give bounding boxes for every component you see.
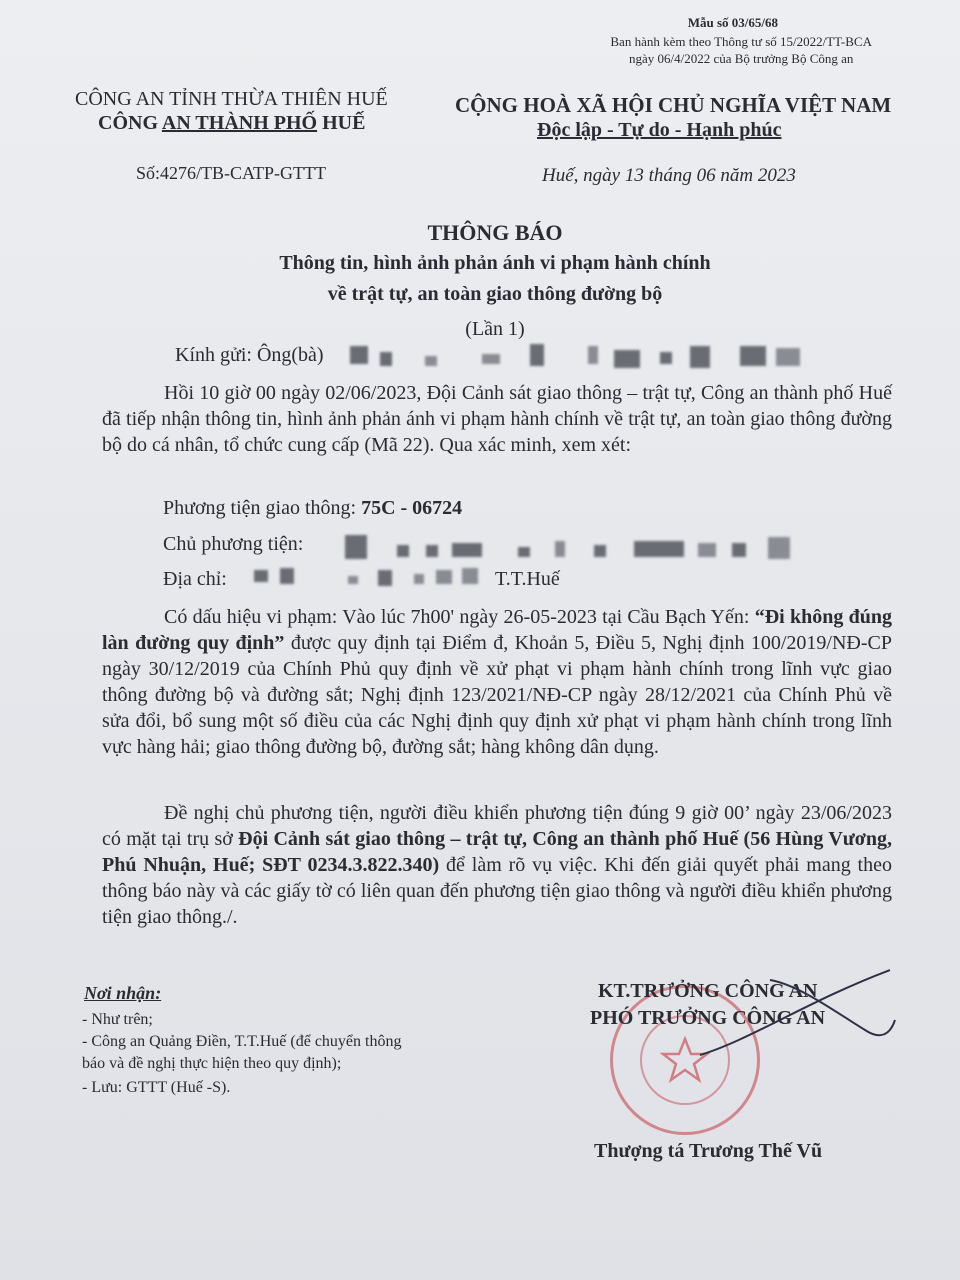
greeting: Kính gửi: Ông(bà) — [175, 344, 324, 366]
agency-name-prefix: CÔNG — [98, 112, 162, 134]
redacted-recipient-name — [588, 346, 598, 364]
recipient-item: - Công an Quảng Điền, T.T.Huế (để chuyển thông — [82, 1033, 402, 1050]
paragraph-request — [102, 800, 892, 930]
redacted-address — [378, 570, 392, 586]
redacted-owner-name — [397, 545, 409, 557]
document-subtitle-line2: về trật tự, an toàn giao thông đường bộ — [327, 283, 663, 305]
signer-name: Thượng tá Trương Thế Vũ — [594, 1140, 823, 1162]
nation-motto: Độc lập - Tự do - Hạnh phúc — [537, 119, 782, 141]
paragraph-received-info: Hồi 10 giờ 00 ngày 02/06/2023, Đội Cảnh sát giao thông – trật tự, Công an thành phố Huế đã tiếp nhận thông tin, hình ảnh phản ánh vi phạm hành chính về trật tự, an toàn giao thông đường bộ do cá nhân, tổ chức cung cấp (Mã 22). Qua xác minh, xem xét: — [102, 382, 892, 456]
redacted-owner-name — [452, 543, 482, 557]
form-issued-line2: ngày 06/4/2022 của Bộ trưởng Bộ Công an — [628, 51, 854, 66]
violation-legal-basis: được quy định tại Điểm đ, Khoản 5, Điều 5, Nghị định 100/2019/NĐ-CP ngày 30/12/2019 của Chính Phủ quy định về xử phạt vi phạm hành chính trong lĩnh vực giao thông đường bộ và đường sắt; Nghị định 123/2021/NĐ-CP ngày 28/12/2021 của Chính Phủ về sửa đổi, bổ sung một số điều của các Nghị định quy định xử phạt vi phạm hành chính trong lĩnh vực hàng hải; giao thông đường bộ, đường sắt; hàng không dân dụng. — [102, 632, 892, 758]
redacted-address — [280, 568, 294, 584]
violation-lead: Có dấu hiệu vi phạm: Vào lúc 7h00' ngày 26-05-2023 tại Cầu Bạch Yến: — [164, 606, 755, 628]
redacted-address — [254, 570, 268, 582]
agency-name-suffix: HUẾ — [317, 112, 366, 134]
redacted-address — [436, 570, 452, 584]
agency-name-underlined: AN THÀNH PHỐ — [161, 112, 318, 134]
handwritten-signature — [690, 960, 930, 1080]
recipients-title: Nơi nhận: — [84, 983, 162, 1003]
vehicle-field — [163, 497, 462, 520]
document-title: THÔNG BÁO — [427, 220, 563, 245]
redacted-owner-name — [698, 543, 716, 557]
form-code: Mẫu số 03/65/68 — [687, 15, 778, 30]
redacted-owner-name — [594, 545, 606, 557]
redacted-recipient-name — [614, 350, 640, 368]
violation-name: “Đi không đúng làn đường quy định” — [102, 606, 892, 654]
redacted-recipient-name — [690, 346, 710, 368]
redacted-recipient-name — [660, 352, 672, 364]
redacted-owner-name — [555, 541, 565, 557]
form-issued-with — [610, 33, 872, 67]
redacted-recipient-name — [350, 346, 368, 364]
address-label: Địa chỉ: — [163, 568, 227, 590]
signature-role-line2: PHÓ TRƯỞNG CÔNG AN — [590, 1007, 826, 1029]
vehicle-label: Phương tiện giao thông: — [163, 497, 362, 519]
redacted-recipient-name — [482, 354, 500, 364]
redacted-owner-name — [634, 541, 684, 557]
place-date: Huế, ngày 13 tháng 06 năm 2023 — [542, 165, 796, 186]
agency-name — [98, 112, 365, 135]
redacted-owner-name — [345, 535, 367, 559]
redacted-recipient-name — [425, 356, 437, 366]
document-number: Số:4276/TB-CATP-GTTT — [136, 163, 327, 183]
redacted-recipient-name — [776, 348, 800, 366]
form-issued-line1: Ban hành kèm theo Thông tư số 15/2022/TT-BCA — [610, 34, 872, 49]
recipient-item-continued: báo và đề nghị thực hiện theo quy định); — [82, 1055, 342, 1072]
redacted-owner-name — [768, 537, 790, 559]
request-office: Đội Cảnh sát giao thông – trật tự, Công an thành phố Huế (56 Hùng Vương, Phú Nhuận, Huế; SĐT 0234.3.822.340) — [102, 828, 892, 876]
redacted-address — [348, 576, 358, 584]
request-rest: để làm rõ vụ việc. Khi đến giải quyết phải mang theo thông báo này và các giấy tờ có liên quan đến phương tiện giao thông và người điều khiển phương tiện giao thông./. — [102, 854, 892, 928]
signature-role-line1: KT.TRƯỞNG CÔNG AN — [598, 980, 818, 1002]
redacted-address — [414, 574, 424, 584]
redacted-owner-name — [426, 545, 438, 557]
issue-count: (Lần 1) — [465, 318, 525, 340]
redacted-owner-name — [518, 547, 530, 557]
redacted-recipient-name — [380, 352, 392, 366]
recipient-item: - Lưu: GTTT (Huế -S). — [82, 1079, 231, 1096]
redacted-owner-name — [732, 543, 746, 557]
nation-name: CỘNG HOÀ XÃ HỘI CHỦ NGHĨA VIỆT NAM — [455, 93, 892, 117]
request-lead: Đề nghị chủ phương tiện, người điều khiển phương tiện đúng 9 giờ 00’ ngày 23/06/2023 có mặt tại trụ sở — [102, 802, 892, 850]
owner-label: Chủ phương tiện: — [163, 533, 304, 555]
recipient-item: - Như trên; — [82, 1011, 153, 1028]
address-province: T.T.Huế — [495, 568, 560, 590]
agency-parent: CÔNG AN TỈNH THỪA THIÊN HUẾ — [75, 88, 388, 110]
vehicle-plate: 75C - 06724 — [361, 497, 463, 519]
redacted-recipient-name — [530, 344, 544, 366]
document-subtitle-line1: Thông tin, hình ảnh phản ánh vi phạm hành chính — [279, 252, 711, 274]
paragraph-violation — [102, 604, 892, 760]
redacted-recipient-name — [740, 346, 766, 366]
redacted-address — [462, 568, 478, 584]
